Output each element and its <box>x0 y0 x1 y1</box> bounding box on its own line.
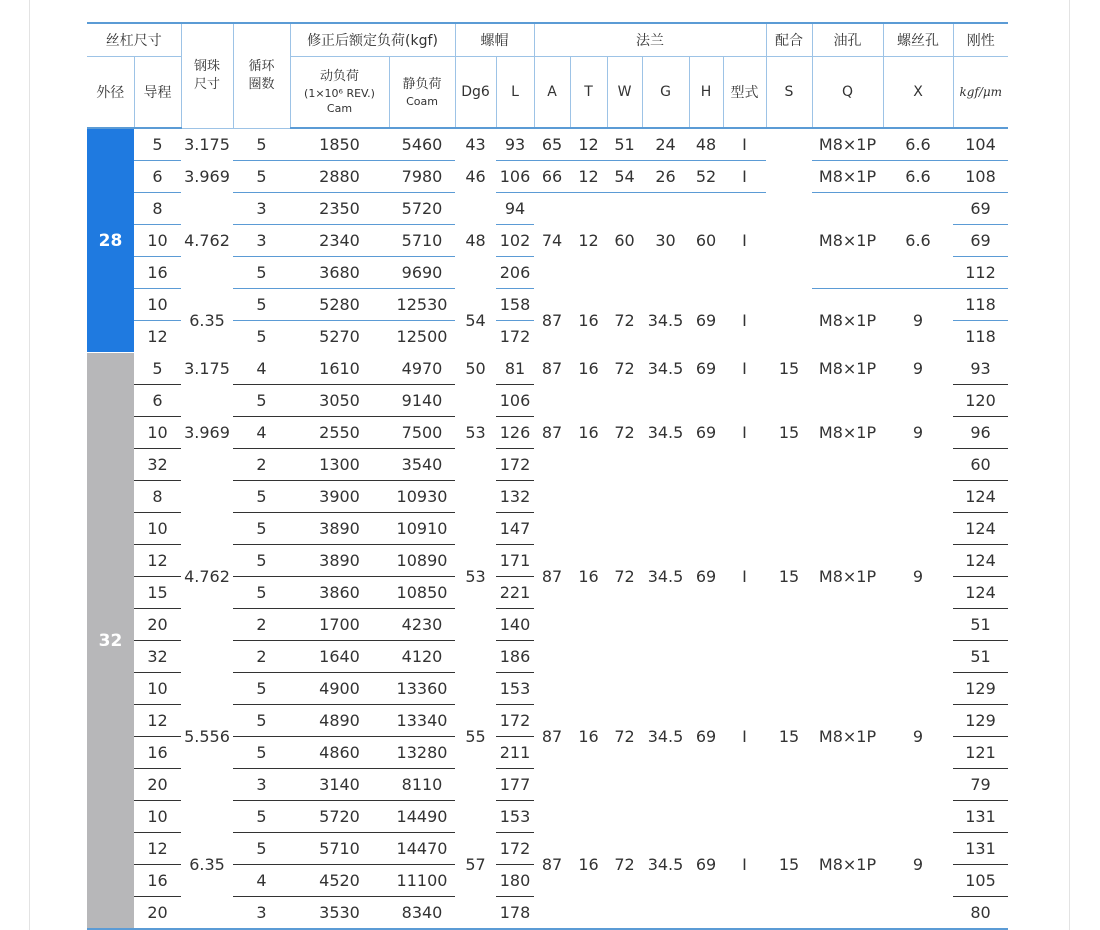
lead-cell: 10 <box>134 801 181 833</box>
flange-w-cell: 72 <box>607 801 642 930</box>
header-flange-type: 型式 <box>723 57 766 129</box>
circuits-cell: 2 <box>233 449 290 481</box>
header-static-load-line1: 静负荷 <box>402 76 442 92</box>
header-X: X <box>883 57 953 129</box>
table-row <box>87 353 1008 385</box>
header-S: S <box>766 57 812 129</box>
circuits-cell: 5 <box>233 289 290 321</box>
lead-cell: 20 <box>134 609 181 641</box>
fit-s-cell <box>766 128 812 353</box>
static-load-cell: 10930 <box>389 481 455 513</box>
lead-cell: 5 <box>134 353 181 385</box>
circuits-cell: 5 <box>233 673 290 705</box>
nut-length-cell: 158 <box>496 289 534 321</box>
nut-length-cell: 132 <box>496 481 534 513</box>
static-load-cell: 5710 <box>389 225 455 257</box>
circuits-cell: 5 <box>233 705 290 737</box>
dynamic-load-cell: 5710 <box>290 833 389 865</box>
dynamic-load-cell: 2880 <box>290 161 389 193</box>
dynamic-load-cell: 1640 <box>290 641 389 673</box>
stiffness-cell: 60 <box>953 449 1008 481</box>
ball-size-cell: 6.35 <box>181 801 233 930</box>
table-row <box>87 481 1008 513</box>
circuits-cell: 2 <box>233 609 290 641</box>
nut-length-cell: 140 <box>496 609 534 641</box>
stiffness-cell: 108 <box>953 161 1008 193</box>
screw-hole-x-cell: 9 <box>883 481 953 673</box>
dg6-cell: 53 <box>455 385 496 481</box>
flange-t-cell: 16 <box>570 481 607 673</box>
screw-hole-x-cell: 9 <box>883 801 953 930</box>
oil-hole-q-cell: M8×1P <box>812 801 883 930</box>
header-outer-diameter: 外径 <box>87 57 134 129</box>
static-load-cell: 14490 <box>389 801 455 833</box>
ball-size-cell: 3.969 <box>181 385 233 481</box>
flange-t-cell: 16 <box>570 801 607 930</box>
circuits-cell: 5 <box>233 513 290 545</box>
nut-length-cell: 102 <box>496 225 534 257</box>
circuits-cell: 5 <box>233 801 290 833</box>
static-load-cell: 4120 <box>389 641 455 673</box>
circuits-cell: 5 <box>233 385 290 417</box>
circuits-cell: 2 <box>233 641 290 673</box>
nut-length-cell: 172 <box>496 321 534 353</box>
flange-h-cell: 69 <box>689 289 723 353</box>
nut-length-cell: 93 <box>496 128 534 161</box>
stiffness-cell: 124 <box>953 513 1008 545</box>
screw-hole-x-cell: 6.6 <box>883 161 953 193</box>
table-row <box>87 673 1008 705</box>
screw-hole-x-cell: 9 <box>883 385 953 481</box>
flange-h-cell: 69 <box>689 353 723 385</box>
flange-type-cell: Ⅰ <box>723 353 766 385</box>
stiffness-cell: 124 <box>953 545 1008 577</box>
header-stiffness: 刚性 <box>953 23 1008 57</box>
nut-length-cell: 106 <box>496 161 534 193</box>
screw-hole-x-cell: 6.6 <box>883 193 953 289</box>
dg6-cell: 46 <box>455 161 496 193</box>
circuits-cell: 4 <box>233 865 290 897</box>
static-load-cell: 7500 <box>389 417 455 449</box>
nut-length-cell: 147 <box>496 513 534 545</box>
lead-cell: 12 <box>134 545 181 577</box>
flange-g-cell: 24 <box>642 128 689 161</box>
flange-g-cell: 34.5 <box>642 353 689 385</box>
nut-length-cell: 94 <box>496 193 534 225</box>
dynamic-load-cell: 1610 <box>290 353 389 385</box>
stiffness-cell: 80 <box>953 897 1008 930</box>
oil-hole-q-cell: M8×1P <box>812 353 883 385</box>
stiffness-cell: 51 <box>953 641 1008 673</box>
stiffness-cell: 120 <box>953 385 1008 417</box>
stiffness-cell: 104 <box>953 128 1008 161</box>
flange-type-cell: Ⅰ <box>723 673 766 801</box>
flange-a-cell: 65 <box>534 128 570 161</box>
fit-s-cell: 15 <box>766 801 812 930</box>
lead-cell: 12 <box>134 833 181 865</box>
ball-size-cell: 4.762 <box>181 481 233 673</box>
oil-hole-q-cell: M8×1P <box>812 481 883 673</box>
static-load-cell: 13360 <box>389 673 455 705</box>
static-load-cell: 12530 <box>389 289 455 321</box>
flange-type-cell: Ⅰ <box>723 289 766 353</box>
header-nut: 螺帽 <box>455 23 534 57</box>
fit-s-cell: 15 <box>766 385 812 481</box>
oil-hole-q-cell: M8×1P <box>812 289 883 353</box>
dynamic-load-cell: 3680 <box>290 257 389 289</box>
flange-g-cell: 34.5 <box>642 289 689 353</box>
flange-t-cell: 16 <box>570 289 607 353</box>
flange-a-cell: 66 <box>534 161 570 193</box>
stiffness-cell: 121 <box>953 737 1008 769</box>
ball-screw-spec-table <box>87 22 1008 930</box>
flange-a-cell: 87 <box>534 673 570 801</box>
page-border-left <box>29 0 30 930</box>
stiffness-cell: 124 <box>953 481 1008 513</box>
static-load-cell: 9140 <box>389 385 455 417</box>
flange-type-cell: Ⅰ <box>723 481 766 673</box>
nut-length-cell: 180 <box>496 865 534 897</box>
lead-cell: 16 <box>134 257 181 289</box>
dynamic-load-cell: 4860 <box>290 737 389 769</box>
screw-hole-x-cell: 9 <box>883 673 953 801</box>
dynamic-load-cell: 3900 <box>290 481 389 513</box>
static-load-cell: 3540 <box>389 449 455 481</box>
header-screw-size: 丝杠尺寸 <box>87 23 181 57</box>
nut-length-cell: 153 <box>496 673 534 705</box>
screw-hole-x-cell: 9 <box>883 289 953 353</box>
header-static-load <box>389 57 455 129</box>
lead-cell: 15 <box>134 577 181 609</box>
dynamic-load-cell: 5720 <box>290 801 389 833</box>
ball-size-cell: 4.762 <box>181 193 233 289</box>
dynamic-load-cell: 3890 <box>290 545 389 577</box>
circuits-cell: 4 <box>233 417 290 449</box>
header-dynamic-load-line3: Cam <box>326 102 353 115</box>
flange-t-cell: 16 <box>570 385 607 481</box>
flange-g-cell: 26 <box>642 161 689 193</box>
lead-cell: 20 <box>134 897 181 930</box>
flange-h-cell: 52 <box>689 161 723 193</box>
lead-cell: 32 <box>134 449 181 481</box>
stiffness-cell: 69 <box>953 193 1008 225</box>
lead-cell: 16 <box>134 737 181 769</box>
nut-length-cell: 172 <box>496 833 534 865</box>
dynamic-load-cell: 3140 <box>290 769 389 801</box>
flange-g-cell: 34.5 <box>642 385 689 481</box>
table-row <box>87 385 1008 417</box>
circuits-cell: 4 <box>233 353 290 385</box>
lead-cell: 10 <box>134 673 181 705</box>
dg6-cell: 53 <box>455 481 496 673</box>
circuits-cell: 5 <box>233 833 290 865</box>
header-ball-size <box>181 23 233 128</box>
header-dynamic-load-line1: 动负荷 <box>319 69 359 84</box>
table-row <box>87 161 1008 193</box>
stiffness-cell: 131 <box>953 833 1008 865</box>
flange-t-cell: 12 <box>570 161 607 193</box>
flange-h-cell: 69 <box>689 385 723 481</box>
flange-h-cell: 69 <box>689 673 723 801</box>
header-Q: Q <box>812 57 883 129</box>
static-load-cell: 10890 <box>389 545 455 577</box>
nut-length-cell: 211 <box>496 737 534 769</box>
dynamic-load-cell: 2550 <box>290 417 389 449</box>
flange-w-cell: 72 <box>607 289 642 353</box>
static-load-cell: 14470 <box>389 833 455 865</box>
lead-cell: 16 <box>134 865 181 897</box>
header-static-load-line2: Coam <box>406 94 438 108</box>
header-G: G <box>642 57 689 129</box>
flange-w-cell: 72 <box>607 353 642 385</box>
flange-t-cell: 12 <box>570 193 607 289</box>
nut-length-cell: 81 <box>496 353 534 385</box>
oil-hole-q-cell: M8×1P <box>812 673 883 801</box>
lead-cell: 10 <box>134 513 181 545</box>
nut-length-cell: 221 <box>496 577 534 609</box>
stiffness-cell: 118 <box>953 321 1008 353</box>
nut-length-cell: 126 <box>496 417 534 449</box>
header-circuits-text: 循环圈数 <box>248 58 275 92</box>
dg6-cell: 50 <box>455 353 496 385</box>
header-dg6: Dg6 <box>455 57 496 129</box>
stiffness-cell: 124 <box>953 577 1008 609</box>
static-load-cell: 10910 <box>389 513 455 545</box>
oil-hole-q-cell: M8×1P <box>812 193 883 289</box>
ball-size-cell: 5.556 <box>181 673 233 801</box>
flange-t-cell: 16 <box>570 353 607 385</box>
header-stiffness-unit: kgf/μm <box>953 57 1008 129</box>
stiffness-cell: 105 <box>953 865 1008 897</box>
dg6-cell: 54 <box>455 289 496 353</box>
flange-g-cell: 34.5 <box>642 673 689 801</box>
nut-length-cell: 177 <box>496 769 534 801</box>
circuits-cell: 5 <box>233 128 290 161</box>
nut-length-cell: 172 <box>496 705 534 737</box>
circuits-cell: 5 <box>233 545 290 577</box>
stiffness-cell: 131 <box>953 801 1008 833</box>
circuits-cell: 5 <box>233 577 290 609</box>
static-load-cell: 12500 <box>389 321 455 353</box>
flange-a-cell: 87 <box>534 289 570 353</box>
ball-size-cell: 3.175 <box>181 128 233 161</box>
static-load-cell: 4230 <box>389 609 455 641</box>
stiffness-cell: 79 <box>953 769 1008 801</box>
stiffness-cell: 112 <box>953 257 1008 289</box>
circuits-cell: 5 <box>233 161 290 193</box>
screw-hole-x-cell: 6.6 <box>883 128 953 161</box>
nut-length-cell: 153 <box>496 801 534 833</box>
flange-t-cell: 16 <box>570 673 607 801</box>
dynamic-load-cell: 2350 <box>290 193 389 225</box>
static-load-cell: 7980 <box>389 161 455 193</box>
lead-cell: 32 <box>134 641 181 673</box>
static-load-cell: 8110 <box>389 769 455 801</box>
stiffness-cell: 93 <box>953 353 1008 385</box>
flange-g-cell: 34.5 <box>642 801 689 930</box>
table-row <box>87 289 1008 321</box>
dynamic-load-cell: 4900 <box>290 673 389 705</box>
header-A: A <box>534 57 570 129</box>
outer-diameter-cell: 28 <box>87 128 134 353</box>
lead-cell: 10 <box>134 289 181 321</box>
dynamic-load-cell: 1300 <box>290 449 389 481</box>
header-screw-hole: 螺丝孔 <box>883 23 953 57</box>
nut-length-cell: 206 <box>496 257 534 289</box>
flange-h-cell: 69 <box>689 481 723 673</box>
static-load-cell: 4970 <box>389 353 455 385</box>
outer-diameter-cell: 32 <box>87 353 134 930</box>
circuits-cell: 3 <box>233 769 290 801</box>
stiffness-cell: 129 <box>953 705 1008 737</box>
lead-cell: 5 <box>134 128 181 161</box>
oil-hole-q-cell: M8×1P <box>812 128 883 161</box>
header-T: T <box>570 57 607 129</box>
dynamic-load-cell: 4520 <box>290 865 389 897</box>
nut-length-cell: 171 <box>496 545 534 577</box>
flange-type-cell: Ⅰ <box>723 161 766 193</box>
static-load-cell: 11100 <box>389 865 455 897</box>
flange-a-cell: 74 <box>534 193 570 289</box>
header-L: L <box>496 57 534 129</box>
lead-cell: 12 <box>134 321 181 353</box>
ball-size-cell: 6.35 <box>181 289 233 353</box>
flange-type-cell: Ⅰ <box>723 193 766 289</box>
circuits-cell: 3 <box>233 193 290 225</box>
dynamic-load-cell: 3530 <box>290 897 389 930</box>
dynamic-load-cell: 3890 <box>290 513 389 545</box>
flange-w-cell: 72 <box>607 385 642 481</box>
dg6-cell: 43 <box>455 128 496 161</box>
static-load-cell: 8340 <box>389 897 455 930</box>
flange-type-cell: Ⅰ <box>723 385 766 481</box>
lead-cell: 12 <box>134 705 181 737</box>
fit-s-cell: 15 <box>766 481 812 673</box>
dynamic-load-cell: 3050 <box>290 385 389 417</box>
oil-hole-q-cell: M8×1P <box>812 385 883 481</box>
dg6-cell: 55 <box>455 673 496 801</box>
header-dynamic-load-line2: (1×10⁶ REV.) <box>304 87 375 100</box>
flange-g-cell: 34.5 <box>642 481 689 673</box>
flange-a-cell: 87 <box>534 801 570 930</box>
dynamic-load-cell: 1850 <box>290 128 389 161</box>
stiffness-cell: 69 <box>953 225 1008 257</box>
circuits-cell: 3 <box>233 225 290 257</box>
dynamic-load-cell: 1700 <box>290 609 389 641</box>
page-border-right <box>1069 0 1070 930</box>
lead-cell: 8 <box>134 193 181 225</box>
circuits-cell: 5 <box>233 737 290 769</box>
circuits-cell: 3 <box>233 897 290 930</box>
header-W: W <box>607 57 642 129</box>
flange-w-cell: 51 <box>607 128 642 161</box>
flange-w-cell: 72 <box>607 673 642 801</box>
lead-cell: 6 <box>134 385 181 417</box>
fit-s-cell: 15 <box>766 673 812 801</box>
static-load-cell: 5720 <box>389 193 455 225</box>
flange-h-cell: 60 <box>689 193 723 289</box>
dg6-cell: 57 <box>455 801 496 930</box>
ball-size-cell: 3.175 <box>181 353 233 385</box>
lead-cell: 20 <box>134 769 181 801</box>
header-H: H <box>689 57 723 129</box>
dg6-cell: 48 <box>455 193 496 289</box>
circuits-cell: 5 <box>233 321 290 353</box>
static-load-cell: 13340 <box>389 705 455 737</box>
table-body <box>87 128 1008 929</box>
flange-h-cell: 69 <box>689 801 723 930</box>
flange-h-cell: 48 <box>689 128 723 161</box>
table-row <box>87 801 1008 833</box>
flange-g-cell: 30 <box>642 193 689 289</box>
dynamic-load-cell: 3860 <box>290 577 389 609</box>
static-load-cell: 9690 <box>389 257 455 289</box>
dynamic-load-cell: 5280 <box>290 289 389 321</box>
flange-w-cell: 54 <box>607 161 642 193</box>
dynamic-load-cell: 5270 <box>290 321 389 353</box>
header-ball-size-text: 钢珠尺寸 <box>194 58 221 92</box>
flange-type-cell: Ⅰ <box>723 128 766 161</box>
lead-cell: 8 <box>134 481 181 513</box>
table-row <box>87 128 1008 161</box>
header-lead: 导程 <box>134 57 181 129</box>
screw-hole-x-cell: 9 <box>883 353 953 385</box>
header-oil-hole: 油孔 <box>812 23 883 57</box>
stiffness-cell: 129 <box>953 673 1008 705</box>
static-load-cell: 10850 <box>389 577 455 609</box>
oil-hole-q-cell: M8×1P <box>812 161 883 193</box>
flange-a-cell: 87 <box>534 353 570 385</box>
header-rated-load: 修正后额定负荷(kgf) <box>290 23 455 57</box>
fit-s-cell: 15 <box>766 353 812 385</box>
ball-size-cell: 3.969 <box>181 161 233 193</box>
nut-length-cell: 186 <box>496 641 534 673</box>
nut-length-cell: 178 <box>496 897 534 930</box>
circuits-cell: 5 <box>233 257 290 289</box>
stiffness-cell: 96 <box>953 417 1008 449</box>
flange-w-cell: 72 <box>607 481 642 673</box>
header-fit: 配合 <box>766 23 812 57</box>
dynamic-load-cell: 4890 <box>290 705 389 737</box>
flange-a-cell: 87 <box>534 481 570 673</box>
static-load-cell: 13280 <box>389 737 455 769</box>
lead-cell: 10 <box>134 417 181 449</box>
stiffness-cell: 118 <box>953 289 1008 321</box>
flange-type-cell: Ⅰ <box>723 801 766 930</box>
nut-length-cell: 172 <box>496 449 534 481</box>
flange-t-cell: 12 <box>570 128 607 161</box>
flange-a-cell: 87 <box>534 385 570 481</box>
nut-length-cell: 106 <box>496 385 534 417</box>
static-load-cell: 5460 <box>389 128 455 161</box>
flange-w-cell: 60 <box>607 193 642 289</box>
circuits-cell: 5 <box>233 481 290 513</box>
header-flange: 法兰 <box>534 23 766 57</box>
header-circuits <box>233 23 290 128</box>
lead-cell: 6 <box>134 161 181 193</box>
stiffness-cell: 51 <box>953 609 1008 641</box>
dynamic-load-cell: 2340 <box>290 225 389 257</box>
header-dynamic-load <box>290 57 389 129</box>
lead-cell: 10 <box>134 225 181 257</box>
table-row <box>87 193 1008 225</box>
